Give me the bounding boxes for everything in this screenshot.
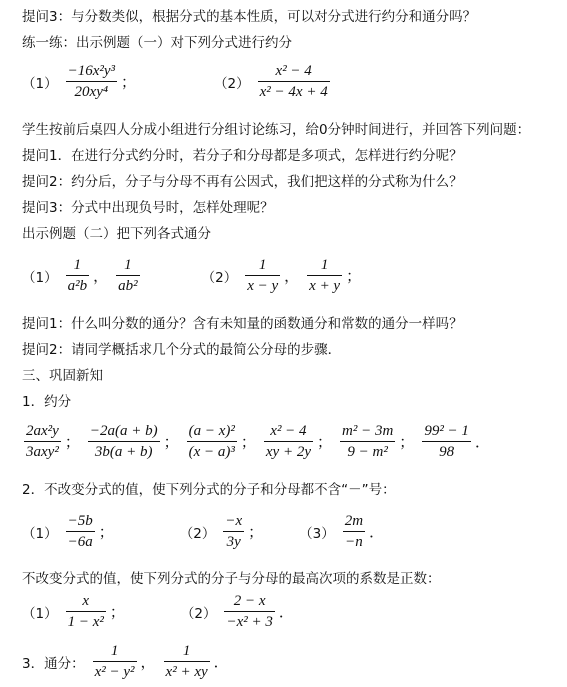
- period: ．: [213, 655, 229, 671]
- example-2-row: [22, 256, 367, 295]
- fraction-r5: $\frac{\text{m² − 3m}}{\text{9 − m²}}$: [342, 423, 394, 460]
- example-2-heading: 出示例题（二）把下列各式通分: [22, 226, 211, 242]
- question-1b: 提问1：什么叫分数的通分？含有未知量的函数通分和常数的通分一样吗？: [22, 316, 463, 332]
- period: ．: [474, 435, 490, 451]
- label-3: （3）: [299, 525, 335, 542]
- semicolon: ；: [109, 605, 125, 621]
- label-1: （1）: [22, 269, 58, 286]
- semicolon: ；: [248, 525, 264, 541]
- question-2b: 提问2：请同学概括求几个分式的最简公分母的步骤．: [22, 342, 342, 358]
- fraction-r3: $\frac{\text{(a − x)²}}{\text{(x − a)³}}$: [188, 423, 235, 460]
- label-2: （2）: [180, 605, 217, 622]
- coefficient-row: [22, 592, 300, 631]
- fraction-t1: $\frac{x}{\text{1 − x²}}$: [67, 593, 104, 630]
- label-2: （2）: [214, 75, 250, 92]
- sub-2-heading: 2．不改变分式的值，使下列分式的分子和分母都不含“－”号：: [22, 482, 396, 498]
- fraction-r4: $\frac{\text{x² − 4}}{xy + 2y}$: [265, 423, 311, 460]
- fraction-s2: $\frac{-x}{3y}$: [225, 513, 243, 550]
- fraction-r6: $\frac{\text{99² − 1}}{98}$: [424, 423, 469, 460]
- fraction-ex2-1a: $\frac{1}{\text{a²b}}$: [67, 257, 88, 294]
- semicolon: ；: [346, 269, 362, 285]
- semicolon: ；: [399, 435, 415, 451]
- label-2: （2）: [179, 525, 216, 542]
- label-1: （1）: [22, 525, 58, 542]
- sign-row: [22, 512, 390, 551]
- label-1: （1）: [22, 605, 58, 622]
- question-3a: 提问3：分式中出现负号时，怎样处理呢？: [22, 200, 274, 216]
- comma: ，: [93, 269, 109, 285]
- fraction-u2: $\frac{1}{\text{x² + xy}}$: [165, 643, 208, 680]
- practice-heading: 练一练：出示例题（一）对下列分式进行约分: [22, 35, 292, 51]
- fraction-t2: $\frac{2 - x}{\text{−x² + 3}}$: [226, 593, 273, 630]
- sub-2b-heading: 不改变分式的值，使下列分式的分子与分母的最高次项的系数是正数：: [22, 571, 441, 587]
- question-2a: 提问2：约分后，分子与分母不再有公因式，我们把这样的分式称为什么？: [22, 174, 463, 190]
- fraction-ex2-1b: $\frac{1}{\text{ab²}}$: [118, 257, 138, 294]
- fraction-u1: $\frac{1}{\text{x² − y²}}$: [94, 643, 135, 680]
- question-1a: 提问1．在进行分式约分时，若分子和分母都是多项式，怎样进行约分呢？: [22, 148, 463, 164]
- common-denominator-row: [22, 642, 235, 681]
- semicolon: ；: [240, 435, 256, 451]
- question-3-intro: 提问3：与分数类似，根据分式的基本性质，可以对分式进行约分和通分吗？: [22, 9, 477, 25]
- label-1: （1）: [22, 75, 58, 92]
- fraction-ex1-2: $\frac{\text{x² − 4}}{\text{x² − 4x + 4}}$: [259, 63, 328, 100]
- group-discussion: 学生按前后桌四人分成小组进行分组讨论练习，给0分钟时间进行，并回答下列问题：: [22, 122, 531, 138]
- semicolon: ；: [316, 435, 332, 451]
- fraction-r2: $\frac{-2a(a + b)}{3b(a + b)}$: [89, 423, 158, 460]
- semicolon: ；: [121, 75, 137, 91]
- fraction-s1: $\frac{-5b}{-6a}$: [67, 513, 93, 550]
- semicolon: ；: [64, 435, 80, 451]
- comma: ，: [284, 269, 300, 285]
- section-3-heading: 三、巩固新知: [22, 368, 103, 384]
- fraction-s3: $\frac{2m}{-n}$: [344, 513, 364, 550]
- semicolon: ；: [98, 525, 114, 541]
- fraction-ex1-1: $\frac{\text{−16x²y³}}{\text{20xy⁴}}$: [67, 63, 116, 100]
- sub-1-heading: 1．约分: [22, 394, 72, 410]
- period: ．: [278, 605, 294, 621]
- sub-3-label: 3．通分：: [22, 655, 85, 672]
- fraction-ex2-2b: $\frac{1}{x + y}$: [309, 257, 341, 294]
- semicolon: ；: [163, 435, 179, 451]
- reduce-row: [22, 422, 496, 461]
- example-1-row: [22, 62, 332, 101]
- fraction-ex2-2a: $\frac{1}{x - y}$: [247, 257, 279, 294]
- fraction-r1: $\frac{\text{2ax²y}}{\text{3axy²}}$: [26, 423, 59, 460]
- comma: ，: [140, 655, 156, 671]
- label-2: （2）: [201, 269, 238, 286]
- period: ．: [369, 525, 385, 541]
